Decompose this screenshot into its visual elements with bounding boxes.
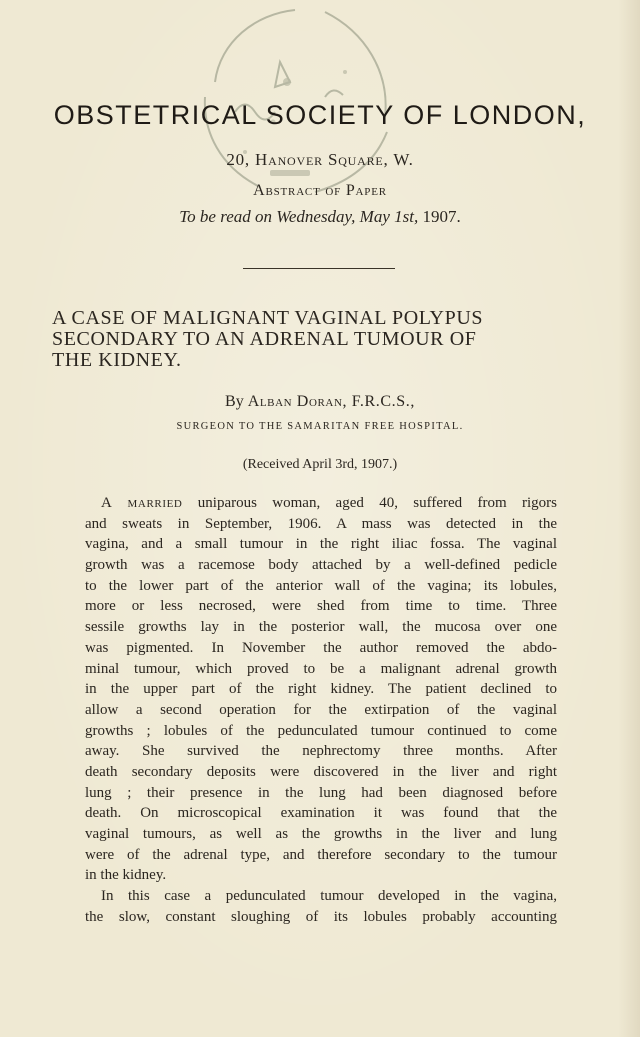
body-line: allow a second operation for the extirpation of the vaginal [85, 701, 557, 718]
body-line: in the kidney. [85, 867, 167, 884]
body-line [85, 493, 557, 514]
abstract-body [85, 493, 557, 927]
reading-date-text: To be read on Wednesday, May 1st, [179, 207, 419, 226]
author-byline [0, 393, 640, 411]
body-line-text: uniparous woman, aged 40, suffered from rigors [182, 495, 557, 511]
body-line: the slow, constant sloughing of its lobules probably accounting [85, 908, 557, 925]
abstract-label: Abstract of Paper [253, 182, 387, 199]
body-line: sessile growths lay in the posterior wall, the mucosa over one [85, 619, 557, 636]
body-line: were of the adrenal type, and therefore secondary to the tumour [85, 846, 557, 863]
body-line: death secondary deposits were discovered in the liver and right [85, 763, 557, 780]
body-line: was pigmented. In November the author removed the abdo- [85, 639, 557, 656]
body-line: In this case a pedunculated tumour developed in the vagina, [101, 888, 557, 905]
body-line: vaginal tumours, as well as the growths in the liver and lung [85, 826, 557, 842]
reading-date-year: 1907. [422, 207, 461, 226]
reading-date [0, 207, 640, 227]
body-line: away. She survived the nephrectomy three months. After [85, 743, 557, 760]
body-line: minal tumour, which proved to be a malignant adrenal growth [85, 660, 557, 677]
author-prefix: By [225, 393, 244, 410]
body-line: in the upper part of the right kidney. The patient declined to [85, 681, 557, 698]
body-line: vagina, and a small tumour in the right iliac fossa. The vaginal [85, 536, 557, 553]
paper-title-line: A CASE OF MALIGNANT VAGINAL POLYPUS [52, 307, 484, 329]
body-line: lung ; their presence in the lung had been diagnosed before [85, 784, 557, 801]
body-line: and sweats in September, 1906. A mass was detected in the [85, 515, 557, 532]
author-affiliation: SURGEON TO THE SAMARITAN FREE HOSPITAL. [176, 421, 464, 432]
author-name: Alban Doran, F.R.C.S., [247, 393, 415, 410]
paper-title [52, 308, 592, 371]
header-divider [243, 268, 395, 269]
body-line: more or less necrosed, were shed from time to time. Three [85, 598, 557, 615]
body-lead-word: A married [101, 495, 183, 511]
society-name: OBSTETRICAL SOCIETY OF LONDON, [53, 100, 587, 130]
body-line: growths ; lobules of the pedunculated tumour continued to come [85, 722, 557, 739]
paper-title-line: THE KIDNEY. [52, 349, 182, 371]
paper-title-line: SECONDARY TO AN ADRENAL TUMOUR OF [52, 328, 477, 350]
body-line: growth was a racemose body attached by a well-defined pedicle [85, 557, 557, 574]
body-line: to the lower part of the anterior wall of the vagina; its lobules, [85, 577, 557, 594]
society-address: 20, Hanover Square, W. [226, 150, 414, 169]
received-date: (Received April 3rd, 1907.) [242, 457, 398, 472]
body-line: death. On microscopical examination it was found that the [85, 805, 557, 822]
